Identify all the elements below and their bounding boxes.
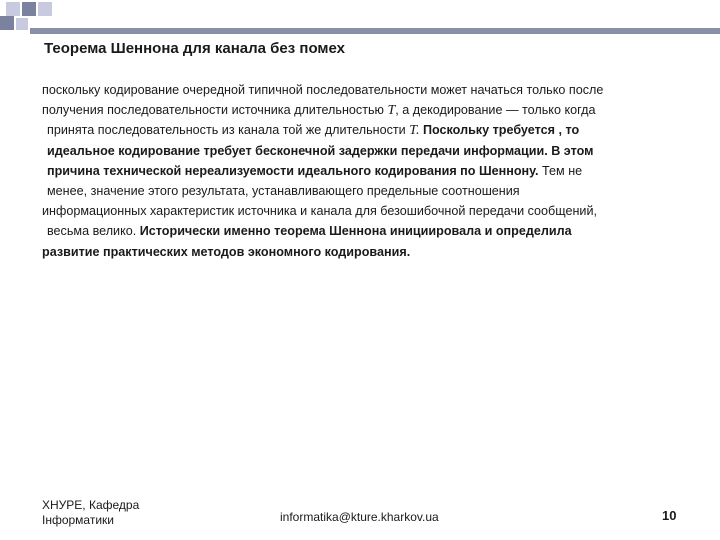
footer-department-line: Інформатики [42,513,114,527]
deco-square [0,16,14,30]
body-line [42,221,682,241]
slide-body-text [42,80,682,262]
body-text-bold-segment: Поскольку требуется , то [419,123,580,138]
body-text-segment: весьма велико. [47,224,140,239]
deco-square [22,2,36,16]
page-number: 10 [662,508,677,523]
body-text-segment: информационных характеристик источника и канала для безошибочной передачи сообщений, [42,204,598,219]
body-line [42,141,682,161]
body-text-bold-segment: причина технической нереализуемости идеального кодирования по Шеннону. [47,163,539,178]
slide-title: Теорема Шеннона для канала без помех [44,40,346,57]
body-text-segment: , а декодирование — только когда [395,103,596,118]
footer-department-line: ХНУРЕ, Кафедра [42,498,140,512]
body-text-segment: Тем не [538,163,583,178]
body-line [42,161,682,181]
body-text-segment: менее, значение этого результата, устанавливающего предельные соотношения [47,183,520,198]
deco-square [6,2,20,16]
body-text-segment: поскольку кодирование очередной типичной последовательности может начаться только после [42,83,604,97]
body-line [42,100,682,120]
body-text-bold-segment: идеальное кодирование требует бесконечной задержки передачи информации. В этом [47,143,594,158]
variable-t: T [387,103,396,119]
body-text-segment: принята последовательность из канала той же длительности [47,123,410,138]
corner-squares-decoration [0,0,60,40]
footer-department [42,498,139,528]
title-divider-bar [30,28,720,34]
body-line [42,201,682,221]
body-line [42,242,682,262]
body-line [42,120,682,140]
deco-square [16,18,28,30]
deco-square [38,2,52,16]
body-line [42,181,682,201]
body-line [42,80,682,100]
footer-email: informatika@kture.kharkov.ua [280,510,439,524]
body-text-bold-segment: Исторически именно теорема Шеннона инициировала и определила [139,224,572,239]
variable-t: T. [409,123,420,139]
body-text-segment: получения последовательности источника длительностью [42,103,388,118]
body-text-bold-segment: развитие практических методов экономного кодирования. [42,244,411,259]
